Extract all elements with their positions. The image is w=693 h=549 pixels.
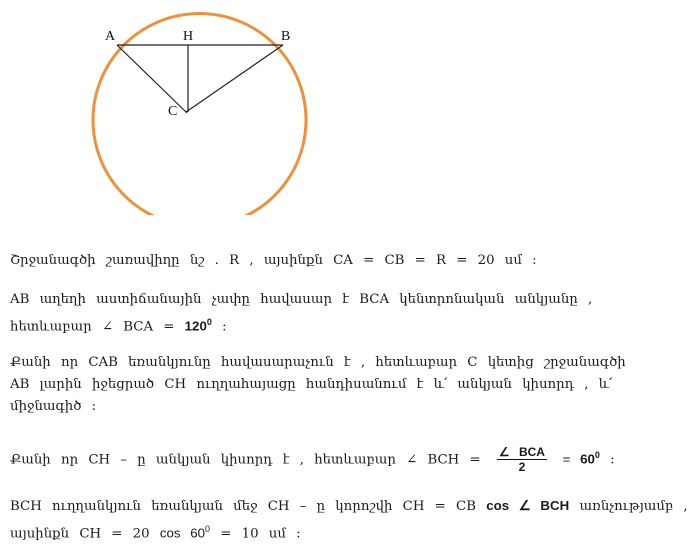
triangle-line-2	[10, 518, 686, 545]
paragraph-isosceles	[10, 352, 686, 418]
triangle-line-1-tail: առնչությամբ ,	[569, 499, 688, 514]
triangle-line-2-tail: = 10 սմ :	[210, 526, 301, 542]
label-h: H	[183, 29, 194, 44]
cos-expression: cos ∠ BCH	[486, 498, 570, 513]
triangle-line-2-text: այսինքն CH = 20	[10, 526, 160, 542]
cos-degree-mark: 0	[205, 524, 211, 534]
arc-line-2-tail: :	[211, 319, 227, 335]
fraction-numerator: ∠ BCA	[498, 445, 545, 460]
arc-line-2-text: հետևաբար ∠ BCA =	[10, 319, 185, 335]
isosceles-line-1: Քանի որ CAB եռանկյունը հավասարաչուն է , հետևաբար C կետից շրջանագծի	[10, 355, 626, 370]
bisector-value: 60	[580, 451, 595, 467]
isosceles-line-2: AB լարին իջեցրած CH ուղղահայացը հանդիսանում է և՛ անկյան կիսորդ , և՛	[10, 377, 613, 392]
fraction	[497, 445, 547, 474]
bisector-text: Քանի որ CH – ը անկյան կիսորդ է , հետևաբար ∠ BCH =	[10, 452, 491, 468]
cos-60: cos 60	[159, 525, 206, 541]
label-c: C	[168, 104, 178, 119]
equals-sign: =	[552, 451, 581, 467]
arc-line-2	[10, 311, 686, 338]
bisector-tail: :	[599, 452, 615, 468]
triangle-line-1	[10, 495, 686, 518]
radius-text: Շրջանագծի շառավիղը նշ . R , այսինքն CA = CB = R = 20 սմ :	[10, 253, 537, 268]
segment-ca	[117, 45, 186, 112]
geometry-figure	[0, 0, 693, 215]
paragraph-bisector	[10, 440, 686, 475]
arc-line-1: AB աղեղի աստիճանային չափը հավասար է BCA կենտրոնական անկյանը ,	[10, 292, 593, 307]
paragraph-radius	[10, 250, 686, 272]
fraction-denominator: 2	[518, 460, 526, 475]
paragraph-right-triangle	[10, 495, 686, 545]
triangle-line-1-text: BCH ուղղանկյուն եռանկյան մեջ CH – ը կորոշվի CH = CB	[10, 499, 487, 514]
center-point	[186, 111, 188, 113]
label-a: A	[105, 29, 116, 44]
degree-mark: 0	[206, 317, 212, 327]
label-b: B	[281, 29, 291, 44]
paragraph-arc	[10, 289, 686, 338]
bisector-degree-mark: 0	[594, 450, 600, 460]
isosceles-line-3: միջնագիծ :	[10, 399, 97, 414]
angle-value: 120	[184, 318, 207, 334]
segment-cb	[186, 45, 283, 112]
circle	[93, 14, 306, 216]
